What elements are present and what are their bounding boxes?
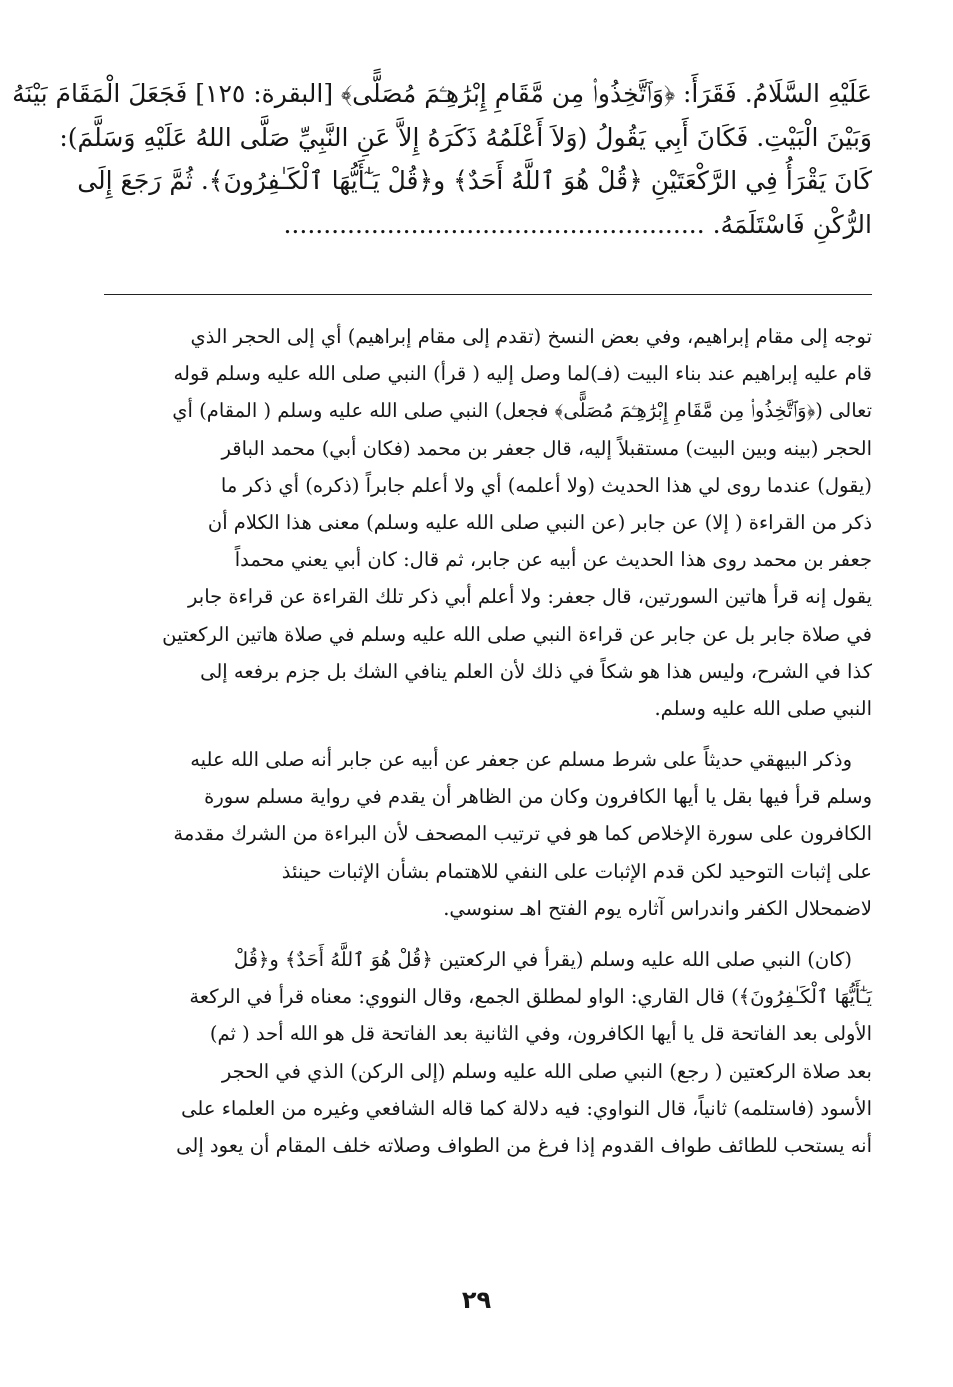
commentary-line: وذكر البيهقي حديثاً على شرط مسلم عن جعفر عن أبيه عن جابر أنه صلى الله عليه [190,748,852,772]
commentary-line: أنه يستحب للطائف طواف القدوم إذا فرغ من الطواف وصلاته خلف المقام أن يعود إلى [176,1133,872,1157]
commentary-line: يَـٰٓأَيُّهَا ٱلْكَـٰفِرُونَ﴾) قال القاري: الواو لمطلق الجمع، وقال النووي: معناه قرأ في الركعة [189,985,872,1009]
hadith-line: الرُّكْنِ فَاسْتَلَمَهُ. ..................................................... [283,209,872,239]
commentary-line: جعفر بن محمد روى هذا الحديث عن أبيه عن جابر، ثم قال: كان أبي يعني محمداً [234,548,872,572]
commentary-line: الكافرون على سورة الإخلاص كما هو في ترتيب المصحف لأن البراءة من الشرك مقدمة [173,822,872,846]
commentary-line: (يقول) عندما روى لي هذا الحديث (ولا أعلمه) أي ولا أعلم جابراً (ذكره) أي ذكر ما [220,473,872,497]
section-divider [104,294,872,295]
commentary-line: النبي صلى الله عليه وسلم. [654,696,872,720]
commentary-line: كذا في الشرح، وليس هذا هو شكاً في ذلك لأن العلم ينافي الشك بل جزم برفعه إلى [200,659,872,683]
paragraph-gap [100,727,872,741]
commentary-paragraph [100,941,872,1164]
commentary-line: يقول إنه قرأ هاتين السورتين، قال جعفر: ولا أعلم أبي ذكر تلك القراءة عن قراءة جابر [188,585,872,609]
paragraph-gap [100,927,872,941]
commentary-line: الأولى بعد الفاتحة قل يا أيها الكافرون، وفي الثانية بعد الفاتحة قل هو الله أحد ( ثم) [209,1022,872,1046]
commentary [100,318,872,1164]
commentary-line: ذكر من القراءة ( إلا) عن جابر (عن النبي صلى الله عليه وسلم) معنى هذا الكلام أن [207,510,872,534]
hadith-line: عَلَيْهِ السَّلَامُ. فَقَرَأَ: ﴿وَٱتَّخِذُوا۟ مِن مَّقَامِ إِبْرَٰهِـۧمَ مُصَلًّى﴾ [البقرة: ١٢٥] فَجَعَلَ الْمَقَامَ بَيْنَهُ [12,79,872,108]
commentary-line: على إثبات التوحيد لكن قدم الإثبات على النفي للاهتمام بشأن الإثبات حينئذ [281,859,872,883]
commentary-line: وسلم قرأ فيها بقل يا أيها الكافرون وكان من الظاهر أن يقدم في رواية مسلم سورة [204,785,872,809]
hadith-line: وَبَيْنَ الْبَيْتِ. فَكَانَ أَبِي يَقُولُ (وَلاَ أَعْلَمُهُ ذَكَرَهُ إِلاَّ عَنِ النَّبِيِّ صَلَّى اللهُ عَلَيْهِ وَسَلَّمَ): [59,122,872,152]
page-number: ٢٩ [461,1286,492,1314]
commentary-line: (كان) النبي صلى الله عليه وسلم (يقرأ في الركعتين ﴿قُلْ هُوَ ٱللَّهُ أَحَدٌ﴾ و﴿قُلْ [233,948,852,971]
hadith-text [12,72,872,246]
commentary-line: بعد صلاة الركعتين ( رجع) النبي صلى الله عليه وسلم (إلى الركن) الذي في الحجر [221,1059,872,1083]
commentary-paragraph [100,741,872,927]
commentary-paragraph [100,318,872,727]
commentary-line: في صلاة جابر بل عن جابر عن قراءة النبي صلى الله عليه وسلم في صلاة هاتين الركعتين [162,622,872,646]
commentary-line: لاضمحلال الكفر واندراس آثاره يوم الفتح اهـ سنوسي. [443,896,872,920]
commentary-line: الأسود (فاستلمه) ثانياً، قال النواوي: فيه دلالة كما قاله الشافعي وغيره من العلماء على [181,1096,872,1120]
commentary-line: تعالى (﴿وَٱتَّخِذُوا۟ مِن مَّقَامِ إِبْرَٰهِـۧمَ مُصَلًّى﴾ فجعل) النبي صلى الله عليه وسلم ( المقام) أي [172,399,872,423]
commentary-line: الحجر (بينه وبين البيت) مستقبلاً إليه، قال جعفر بن محمد (فكان أبي) محمد الباقر [221,436,872,460]
commentary-line: قام عليه إبراهيم عند بناء البيت (فـ)لما وصل إليه ( قرأ) النبي صلى الله عليه وسلم قوله [173,362,872,386]
hadith-line: كَانَ يَقْرَأُ فِي الرَّكْعَتَيْنِ ﴿قُلْ هُوَ ٱللَّهُ أَحَدٌ﴾ و﴿قُلْ يَـٰٓأَيُّهَا ٱلْكَـٰفِرُونَ﴾. ثُمَّ رَجَعَ إِلَى [77,166,872,195]
commentary-line: توجه إلى مقام إبراهيم، وفي بعض النسخ (تقدم إلى مقام إبراهيم) أي إلى الحجر الذي [190,325,872,348]
